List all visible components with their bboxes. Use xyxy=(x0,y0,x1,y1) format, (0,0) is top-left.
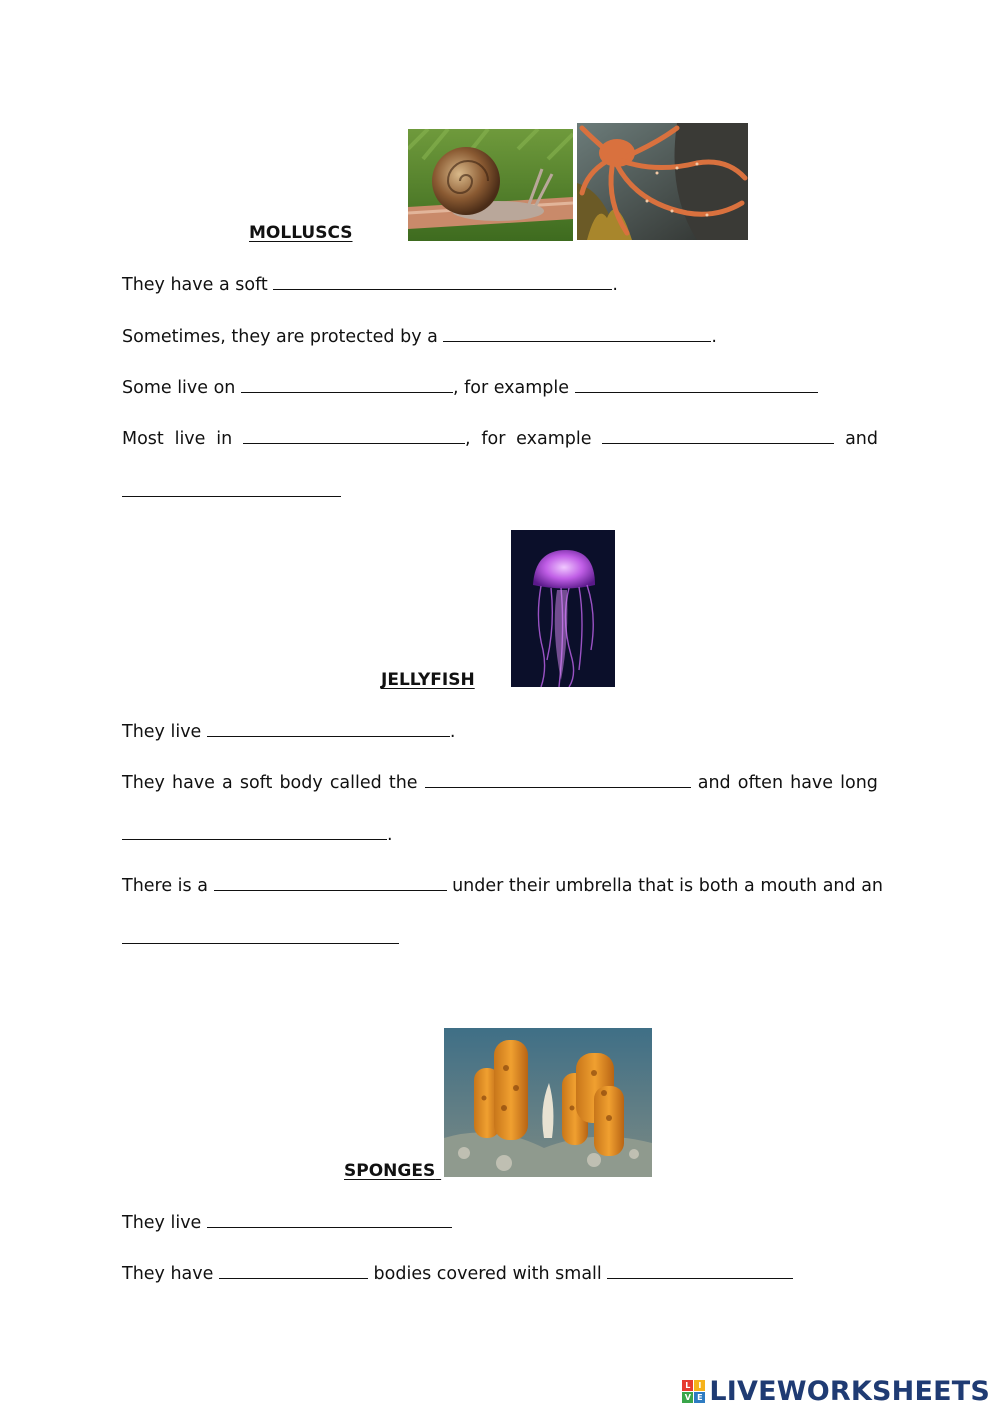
line-text: for xyxy=(481,429,506,449)
sponges-line-1 xyxy=(122,1211,452,1234)
sponges-heading xyxy=(344,1161,441,1181)
logo-letter-v: V xyxy=(682,1392,693,1403)
octopus-photo xyxy=(577,123,748,240)
line-text: called xyxy=(329,773,382,793)
answer-group: , xyxy=(243,427,471,450)
answer-blank[interactable] xyxy=(207,720,450,737)
line-text: Sometimes, they are protected by a xyxy=(122,327,444,347)
line-text: long xyxy=(840,773,878,793)
line-text: . xyxy=(612,275,618,295)
answer-blank[interactable] xyxy=(122,480,341,497)
liveworksheets-logo-icon xyxy=(682,1380,705,1403)
molluscs-line-4 xyxy=(122,427,878,450)
line-text: They live xyxy=(122,1213,207,1233)
molluscs-heading: MOLLUSCS xyxy=(249,223,353,243)
jellyfish-line-1 xyxy=(122,720,455,743)
molluscs-line-2 xyxy=(122,325,717,348)
line-text: live xyxy=(174,429,206,449)
answer-blank[interactable] xyxy=(425,771,691,788)
answer-blank[interactable] xyxy=(219,1262,368,1279)
sponges-line-2 xyxy=(122,1262,793,1285)
logo-letter-l: L xyxy=(682,1380,693,1391)
answer-blank[interactable] xyxy=(214,874,447,891)
jellyfish-line-4 xyxy=(122,874,883,897)
snail-photo xyxy=(408,129,573,241)
answer-blank[interactable] xyxy=(273,273,612,290)
jellyfish-heading: JELLYFISH xyxy=(381,670,475,690)
answer-blank[interactable] xyxy=(241,376,453,393)
jellyfish-line-5 xyxy=(122,927,399,950)
line-text: often xyxy=(737,773,784,793)
line-text: . xyxy=(711,327,717,347)
line-text: Some live on xyxy=(122,378,241,398)
line-text: and xyxy=(845,429,878,449)
line-text: soft xyxy=(239,773,273,793)
line-text: . xyxy=(387,825,393,845)
line-text: have xyxy=(790,773,834,793)
sponge-photo xyxy=(444,1028,652,1177)
answer-blank[interactable] xyxy=(122,927,399,944)
line-text: They have xyxy=(122,1264,219,1284)
line-text: They xyxy=(122,773,165,793)
answer-blank[interactable] xyxy=(575,376,818,393)
line-text: , for example xyxy=(452,378,575,398)
answer-blank[interactable] xyxy=(207,1211,452,1228)
answer-blank[interactable] xyxy=(602,427,834,444)
brand-name: LIVEWORKSHEETS xyxy=(709,1376,990,1407)
molluscs-line-3 xyxy=(122,376,818,399)
line-text: bodies covered with small xyxy=(367,1264,608,1284)
logo-letter-i: I xyxy=(694,1380,705,1391)
line-text: under their umbrella that is both a mouth and an xyxy=(446,876,884,896)
molluscs-line-1 xyxy=(122,273,618,296)
line-text: They have a soft xyxy=(122,275,274,295)
jellyfish-line-3 xyxy=(122,823,393,846)
jellyfish-line-2 xyxy=(122,771,878,794)
jellyfish-photo xyxy=(511,530,615,687)
line-text: example xyxy=(516,429,592,449)
line-text: Most xyxy=(122,429,164,449)
logo-letter-e: E xyxy=(694,1392,705,1403)
line-text: There is a xyxy=(122,876,214,896)
line-text: in xyxy=(216,429,233,449)
line-text: and xyxy=(697,773,731,793)
line-text: have xyxy=(171,773,215,793)
answer-blank[interactable] xyxy=(443,325,711,342)
molluscs-line-5 xyxy=(122,480,341,503)
line-text: body xyxy=(279,773,323,793)
answer-blank[interactable] xyxy=(243,427,465,444)
line-text: a xyxy=(222,773,233,793)
answer-blank[interactable] xyxy=(607,1262,793,1279)
line-text: They live xyxy=(122,722,207,742)
answer-blank[interactable] xyxy=(122,823,387,840)
liveworksheets-logo xyxy=(682,1376,990,1407)
line-text: the xyxy=(388,773,418,793)
heading-text: SPONGES xyxy=(344,1161,436,1181)
line-text: . xyxy=(449,722,456,742)
